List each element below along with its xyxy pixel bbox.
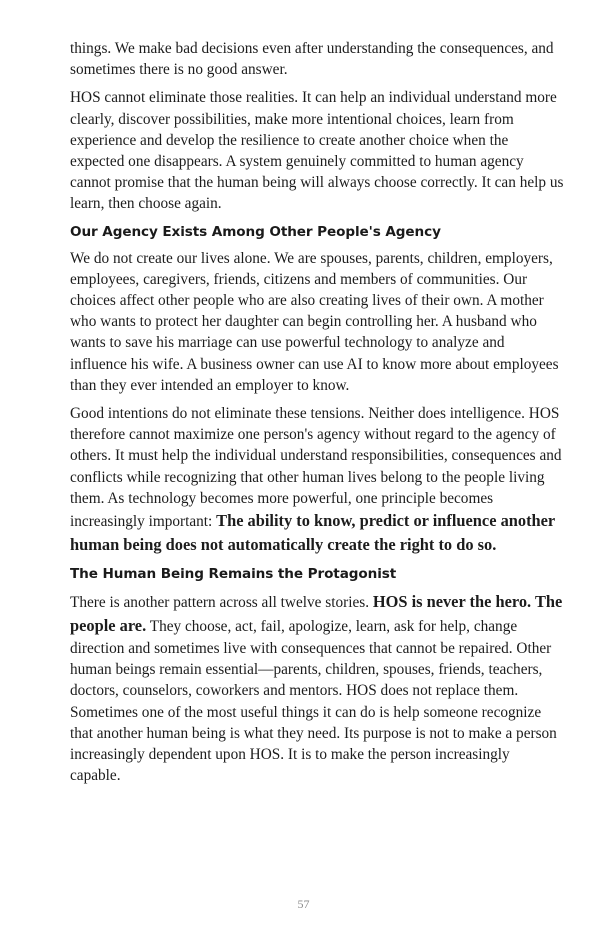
paragraph-hos-realities: HOS cannot eliminate those realities. It can help an individual understand more clearly, discover possibilities, make more intentional choices, learn from experience and develop the resilience to create another choice when the expected one disappears. A system genuinely committed to human agency cannot promise that the human being will always choose correctly. It can help us learn, then choose again.: [70, 89, 564, 213]
page-body: [70, 38, 564, 793]
page-number: 57: [297, 897, 310, 911]
good-intentions-text: Good intentions do not eliminate these tensions. Neither does intelligence. HOS therefore cannot maximize one person's agency without regard to the agency of others. It must help the individual understand responsibilities, consequences and conflicts while recognizing that other human lives belong to the people living them. As technology becomes more powerful, one principle becomes increasingly important:: [70, 405, 562, 531]
paragraph-bad-decisions: things. We make bad decisions even after understanding the consequences, and sometimes there is no good answer.: [70, 40, 554, 79]
paragraph-good-intentions: [70, 403, 564, 557]
protagonist-body-text: They choose, act, fail, apologize, learn, ask for help, change direction and sometimes live with consequences that cannot be repaired. Other human beings remain essential—parents, children, spouses, friends, teachers, doctors, counselors, coworkers and mentors. HOS does not replace them. Sometimes one of the most useful things it can do is help someone recognize that another human being is what they need. Its purpose is not to make a person increasingly dependent upon HOS. It is to make the person increasingly capable.: [70, 618, 557, 785]
section-heading-agency: Our Agency Exists Among Other People's Agency: [70, 223, 441, 240]
paragraph-protagonist: [70, 590, 564, 786]
key-principle-bold: The ability to know, predict or influence another human being does not automatically create the right to do so.: [70, 511, 555, 555]
paragraph-not-alone: We do not create our lives alone. We are spouses, parents, children, employers, employees, caregivers, friends, citizens and members of communities. Our choices affect other people who are also creating lives of their own. A mother who wants to protect her daughter can begin controlling her. A husband who wants to save his marriage can use powerful technology to analyze and influence his wife. A business owner can use AI to know more about employees than they ever intended an employer to know.: [70, 249, 559, 394]
protagonist-intro-text: There is another pattern across all twelve stories.: [70, 594, 373, 612]
hos-never-hero-bold: HOS is never the hero. The people are.: [70, 592, 563, 636]
section-heading-protagonist: The Human Being Remains the Protagonist: [70, 566, 397, 583]
